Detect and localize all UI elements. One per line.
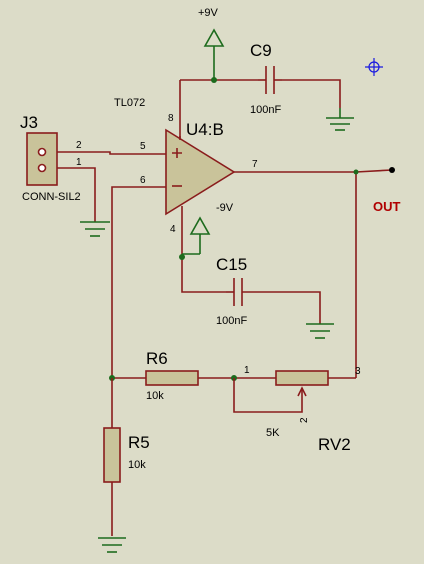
r5-ref: R5 (128, 433, 150, 452)
opamp-pin7: 7 (252, 159, 258, 170)
junction-vcc (211, 77, 217, 83)
rv2-value: 5K (266, 427, 280, 439)
c9-value: 100nF (250, 104, 282, 116)
c15-value: 100nF (216, 315, 248, 327)
rv2-pin1: 1 (244, 365, 250, 376)
opamp-pin8: 8 (168, 113, 174, 124)
j3-connector[interactable] (27, 133, 57, 185)
out-terminal[interactable] (389, 167, 395, 173)
opamp-pin6: 6 (140, 175, 146, 186)
vcc-label: +9V (198, 7, 218, 19)
wire-output (234, 172, 356, 378)
rv2-ref: RV2 (318, 435, 351, 454)
vee-power-symbol[interactable] (191, 218, 209, 254)
j3-pin2: 2 (76, 140, 82, 151)
ground-symbol-c9 (326, 108, 354, 130)
wire-out-terminal (356, 170, 392, 172)
vee-label: -9V (216, 202, 234, 214)
vcc-power-symbol[interactable] (205, 30, 223, 80)
r5-value: 10k (128, 459, 146, 471)
r5-resistor[interactable] (104, 428, 120, 482)
opamp-pin5: 5 (140, 141, 146, 152)
rv2-potentiometer[interactable] (234, 371, 328, 412)
c9-ref: C9 (250, 41, 272, 60)
c15-ref: C15 (216, 255, 248, 274)
j3-ref: J3 (20, 113, 38, 132)
wire-vee-pin (182, 206, 226, 292)
r6-resistor[interactable] (146, 371, 198, 385)
opamp-pin4: 4 (170, 224, 176, 235)
junction-out (354, 170, 359, 175)
ground-symbol-r5 (98, 538, 126, 552)
rv2-pin2: 2 (299, 417, 310, 423)
ground-symbol-c15 (306, 324, 334, 338)
out-label: OUT (373, 199, 401, 214)
r6-ref: R6 (146, 349, 168, 368)
rv2-pin3: 3 (355, 366, 361, 377)
marker-icon[interactable] (365, 58, 383, 76)
c9-capacitor[interactable] (258, 66, 282, 94)
wire-c9-ground (282, 80, 340, 108)
j3-part: CONN-SIL2 (22, 191, 81, 203)
opamp-ref: U4:B (186, 120, 224, 139)
r6-value: 10k (146, 390, 164, 402)
opamp-part: TL072 (114, 97, 146, 109)
j3-pin1: 1 (76, 157, 82, 168)
wire-j3-pin2 (57, 152, 166, 154)
ground-symbol-j3 (80, 222, 110, 236)
junction-vee (179, 254, 185, 260)
